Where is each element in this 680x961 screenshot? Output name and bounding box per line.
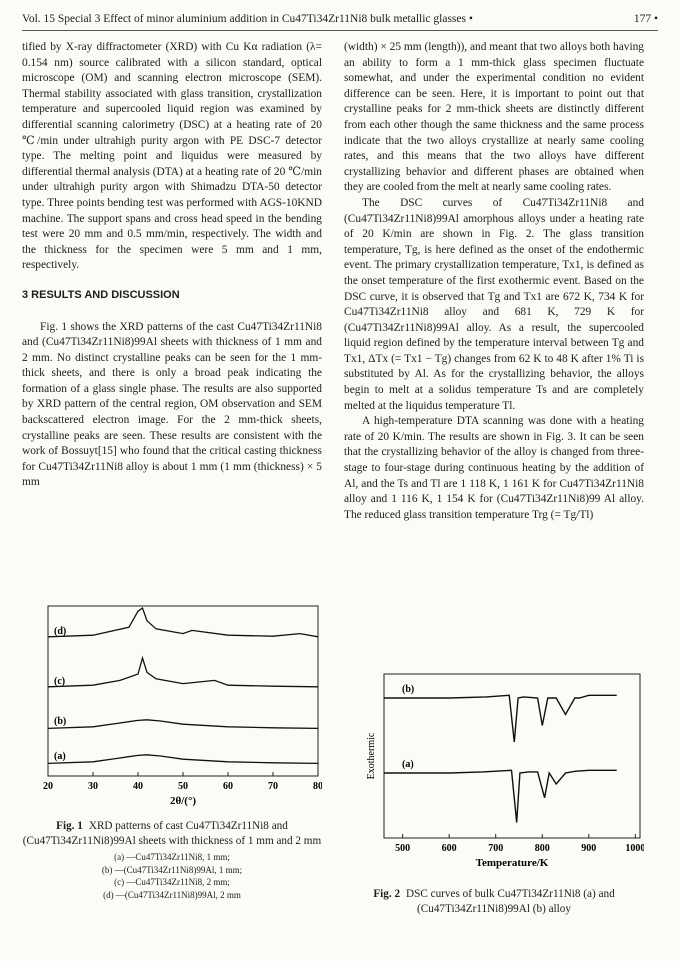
series-label: (b) — [54, 716, 67, 727]
series-line — [48, 658, 318, 687]
figure-1-legend — [22, 851, 322, 901]
series-label: (a) — [54, 751, 66, 762]
figure-1 — [22, 600, 322, 901]
figure-1-caption — [22, 819, 322, 849]
series-line — [48, 755, 318, 764]
legend-a: (a) —Cu47Ti34Zr11Ni8, 1 mm; — [114, 852, 230, 862]
header-title: Vol. 15 Special 3 Effect of minor aluminium addition in Cu47Ti34Zr11Ni8 bulk metallic glasses • — [22, 13, 473, 25]
x-tick-label: 70 — [268, 781, 278, 792]
dsc-chart — [344, 668, 644, 878]
series-label: (d) — [54, 626, 67, 637]
legend-c: (c) —Cu47Ti34Zr11Ni8, 2 mm; — [114, 877, 230, 887]
x-tick-label: 600 — [441, 843, 457, 854]
x-tick-label: 1000 — [625, 843, 644, 854]
x-tick-label: 80 — [313, 781, 322, 792]
page-number: 177 • — [633, 13, 658, 25]
xrd-chart — [22, 600, 322, 810]
series-label: (c) — [54, 676, 66, 687]
x-axis-label: Temperature/K — [475, 857, 549, 869]
x-axis-label: 2θ/(°) — [169, 795, 197, 807]
legend-d: (d) —(Cu47Ti34Zr11Ni8)99Al, 2 mm — [103, 889, 241, 900]
series-line — [48, 720, 318, 729]
x-tick-label: 40 — [133, 781, 143, 792]
plot-frame — [48, 606, 318, 776]
results-paragraph-2: (width) × 25 mm (length)), and meant that two alloys both having an ability to form a 1 mm-thick glass specimen fluctuate somewhat, and under the experimental condition no evident difference can be seen. Here, it is important to point out that crystalline peaks for 2 mm-thick sheets are distinctly different from each other though the same thickness and the same process indicate that the two alloys crystallize at nearly same cooling rates, and this means that the two alloys have different crystallizing behavior and different phases are obtained when they are cooled from the melt at nearly same cooling rates. — [344, 41, 644, 194]
running-header — [22, 8, 658, 31]
x-tick-label: 50 — [178, 781, 188, 792]
figure-1-label: Fig. 1 — [56, 820, 83, 832]
series-line — [48, 608, 318, 637]
legend-b: (b) —(Cu47Ti34Zr11Ni8)99Al, 1 mm; — [101, 864, 243, 875]
x-tick-label: 20 — [43, 781, 53, 792]
results-paragraph-1: Fig. 1 shows the XRD patterns of the cast Cu47Ti34Zr11Ni8 and (Cu47Ti34Zr11Ni8)99Al sheets with thickness of 1 mm and 2 mm. No distinct crystalline peaks can be seen for the 1 mm-thick sheets, and there is only a broad peak indicating the formation of a glass single phase. The results are also supported by XRD pattern of the central region, OM observation and SEM backscattered electron image. For the 2 mm-thick sheets, crystalline peaks are seen. These results are consistent with the work of Bossuyt[15] who found that the critical casting thickness for Cu47Ti34Zr11Ni8 alloy is about 1 mm (1 mm (thickness) × 5 mm — [22, 320, 322, 489]
series-label: (b) — [402, 684, 415, 695]
results-paragraph-3: The DSC curves of Cu47Ti34Zr11Ni8 and (Cu47Ti34Zr11Ni8)99Al amorphous alloys under a heating rate of 20 K/min are shown in Fig. 2. The glass transition temperature, Tg, is here defined as the onset of the endothermic event. The primary crystallization temperature, Tx1, is defined as the onset temperature of the first exothermic event. Based on the DSC curve, it is observed that Tg and Tx1 are 672 K, 734 K for Cu47Ti34Zr11Ni8 alloy and 681 K, 729 K for (Cu47Ti34Zr11Ni8)99Al alloy. As a result, the supercooled liquid region defined by the temperature interval between Tg and Tx1, ΔTx (= Tx1 − Tg) changes from 62 K to 48 K after 1% Ti is substituted by Al. As for the crystallizing behavior, the alloys begin to melt at a solidus temperature Ts and are completely melted at the liquidus temperature Tl. — [344, 196, 644, 412]
methods-paragraph: tified by X-ray diffractometer (XRD) with Cu Kα radiation (λ= 0.154 nm) source calibrated with a silicon standard, optical microscope (OM) and scanning electron microscope (SEM). Thermal stability associated with glass transition, crystallization temperature and supercooled liquid region was examined by differential scanning calorimetry (DSC) at a heating rate of 20 ℃/min under ultrahigh purity argon with PE DSC-7 detector type. The melting point and liquidus were measured by differential thermal analysis (DTA) at a heating rate of 20 ℃/min under ultrahigh purity argon with Shimadzu DTA-50 detector type. Three points bending test was performed with AGS-10KND machine. The support spans and cross head speed in the bending test were 20 mm and 0.5 mm/min, respectively. The width and the thickness for the specimen were 5 mm and 1 mm, respectively. — [22, 41, 322, 272]
y-axis-label: Exothermic — [366, 732, 377, 780]
series-line — [384, 695, 617, 742]
right-column — [344, 40, 644, 523]
figure-2-label: Fig. 2 — [373, 888, 401, 900]
x-tick-label: 800 — [534, 843, 550, 854]
x-tick-label: 30 — [88, 781, 98, 792]
figure-2 — [344, 668, 644, 917]
section-heading: 3 RESULTS AND DISCUSSION — [22, 288, 180, 301]
figure-2-caption — [344, 887, 644, 917]
results-paragraph-4: A high-temperature DTA scanning was done with a heating rate of 20 K/min. The results are shown in Fig. 3. It can be seen that the crystallizing behavior of the alloy is changed from three-stage to four-stage during continuous heating by the addition of Al, and the Ts and Tl are 1 118 K, 1 161 K for Cu47Ti34Zr11Ni8 alloy and 1 116 K, 1 154 K for (Cu47Ti34Zr11Ni8)99 Al alloy. The reduced glass transition temperature Trg (= Tg/Tl) — [344, 415, 644, 521]
figure-2-caption-text: DSC curves of bulk Cu47Ti34Zr11Ni8 (a) and (Cu47Ti34Zr11Ni8)99Al (b) alloy — [406, 888, 615, 915]
series-line — [384, 770, 617, 822]
series-label: (a) — [402, 759, 414, 770]
x-tick-label: 700 — [488, 843, 504, 854]
x-tick-label: 900 — [581, 843, 597, 854]
x-tick-label: 60 — [223, 781, 233, 792]
x-tick-label: 500 — [395, 843, 411, 854]
left-column — [22, 40, 322, 491]
figure-1-caption-text: XRD patterns of cast Cu47Ti34Zr11Ni8 and (Cu47Ti34Zr11Ni8)99Al sheets with thickness of 1 mm and 2 mm — [22, 820, 322, 847]
